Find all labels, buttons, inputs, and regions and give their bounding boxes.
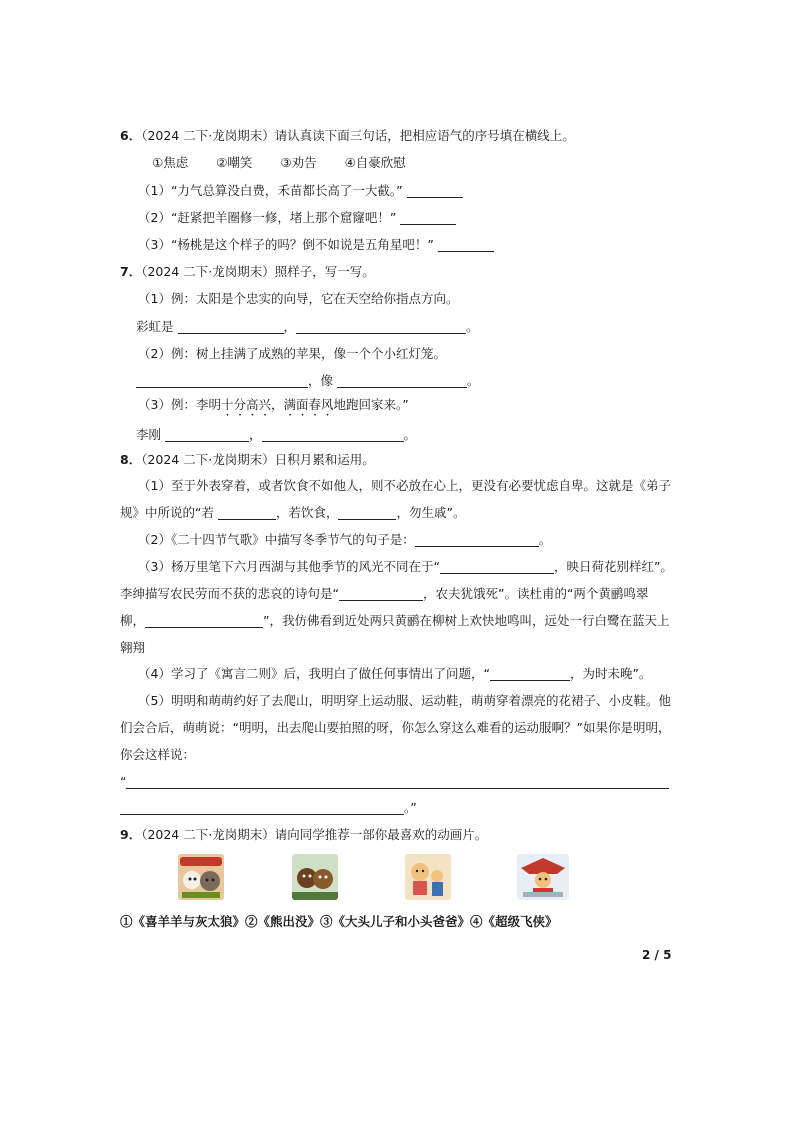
q8-part-3-text-f: ”，我仿佛看到近处两只黄鹂在柳树上欢快地鸣叫，远处一行白鹭在蓝天上 (263, 613, 670, 628)
q7-stem: 照样子，写一写。 (274, 264, 375, 279)
q6-item-3 (138, 236, 494, 254)
q7-answer-1-blank-a[interactable] (178, 319, 284, 334)
q6-number: 6． (120, 128, 142, 143)
q8-part-3-line-2 (120, 585, 648, 603)
q8-header (120, 451, 375, 469)
q6-item-3-text: （3）“杨桃是这个样子的吗？倒不如说是五角星吧！” (138, 237, 434, 252)
q7-example-3-comma: ， (270, 397, 284, 412)
q7-answer-2-period: 。 (467, 373, 480, 388)
q8-part-2-end: 。 (538, 532, 552, 547)
q8-part-5-answer-line-2 (120, 799, 417, 817)
q8-part-3-text-b: ，映日荷花别样红”。 (553, 559, 673, 574)
q7-example-3-end: 地跑回家来。” (333, 397, 409, 412)
q7-example-3-dotted-phrase-2: 满面春风 (283, 397, 334, 412)
q6-answer-2-blank[interactable] (400, 210, 456, 225)
q7-answer-1-period: 。 (466, 319, 479, 334)
q7-answer-3-period: 。 (403, 427, 417, 442)
page-number: 2 / 5 (642, 948, 672, 962)
q6-header (120, 127, 575, 145)
q7-answer-2-mid: ，像 (308, 373, 334, 388)
q6-option-4: ④自豪欣慰 (344, 155, 406, 170)
q8-part-1-text-c: ，勿生戚”。 (396, 505, 466, 520)
q8-part-3-text-c: 李绅描写农民劳而不获的悲哀的诗句是“ (120, 586, 339, 601)
q7-answer-1 (136, 318, 479, 336)
q8-part-2 (138, 531, 551, 549)
q8-part-3-line-4: 翱翔 (120, 640, 146, 655)
q7-source: （2024 二下·龙岗期末） (141, 264, 275, 279)
q6-answer-1-blank[interactable] (407, 183, 463, 198)
q8-stem: 日积月累和运用。 (274, 452, 375, 467)
q7-answer-2-blank-b[interactable] (337, 373, 467, 388)
cartoon-image-4 (517, 854, 569, 900)
q7-answer-1-lead: 彩虹是 (136, 319, 174, 334)
q7-answer-2-blank-a[interactable] (136, 373, 308, 388)
q7-answer-3-comma: ， (249, 427, 262, 442)
cartoon-caption: ①《喜羊羊与灰太狼》②《熊出没》③《大头儿子和小头爸爸》④《超级飞侠》 (120, 914, 558, 929)
q6-item-2-text: （2）“赶紧把羊圈修一修，堵上那个窟窿吧！” (138, 210, 397, 225)
q9-number: 9． (120, 827, 142, 842)
q7-number: 7． (120, 264, 142, 279)
q8-part-2-text: （2）《二十四节气歌》中描写冬季节气的句子是： (138, 532, 415, 547)
q8-part-3-line-3 (120, 612, 670, 630)
q8-part-5-blank-a[interactable] (126, 774, 669, 789)
q7-example-3 (138, 396, 409, 419)
q8-part-1-line-1: （1）至于外表穿着，或者饮食不如他人，则不必放在心上，更没有必要忧虑自卑。这就是《弟子 (138, 478, 671, 493)
q7-example-3-dotted-phrase-1: 十分高兴 (220, 397, 271, 412)
q8-part-1-blank-a[interactable] (218, 505, 276, 520)
q8-part-4-text-b: ，为时未晚”。 (569, 666, 652, 681)
q8-number: 8． (120, 452, 142, 467)
q8-part-5-close-quote: 。” (404, 800, 417, 815)
q8-part-1-text-b: ，若饮食， (275, 505, 339, 520)
q6-item-2 (138, 209, 456, 227)
q6-answer-3-blank[interactable] (438, 237, 494, 252)
q8-part-4-blank[interactable] (490, 666, 570, 681)
q8-part-5-line-1: （5）明明和萌萌约好了去爬山，明明穿上运动服、运动鞋，萌萌穿着漂亮的花裙子、小皮鞋。他 (138, 693, 671, 708)
q6-option-1: ①焦虑 (152, 155, 189, 170)
cartoon-image-3 (405, 854, 451, 900)
q6-item-1 (138, 182, 463, 200)
q7-example-2: （2）例：树上挂满了成熟的苹果，像一个个小红灯笼。 (138, 346, 446, 361)
q6-option-2: ②嘲笑 (216, 155, 253, 170)
q8-part-5-blank-b[interactable] (120, 800, 404, 815)
q7-answer-2 (136, 372, 480, 390)
q8-part-3-blank-a[interactable] (440, 559, 554, 574)
q8-part-4-text-a: （4）学习了《寓言二则》后，我明白了做任何事情出了问题，“ (138, 666, 490, 681)
q7-example-1: （1）例：太阳是个忠实的向导，它在天空给你指点方向。 (138, 291, 459, 306)
q7-answer-3-blank-a[interactable] (165, 427, 249, 442)
q6-stem: 请认真读下面三句话，把相应语气的序号填在横线上。 (274, 128, 575, 143)
q9-source: （2024 二下·龙岗期末） (141, 827, 275, 842)
q6-item-1-text: （1）“力气总算没白费，禾苗都长高了一大截。” (138, 183, 403, 198)
q8-part-3-text-a: （3）杨万里笔下六月西湖与其他季节的风光不同在于“ (138, 559, 440, 574)
q6-option-3: ③劝告 (280, 155, 317, 170)
q8-part-5-open-quote: “ (120, 774, 127, 789)
q8-part-1-line-2 (120, 504, 465, 522)
q7-answer-3-blank-b[interactable] (262, 427, 404, 442)
q7-answer-3 (136, 426, 416, 444)
q7-answer-3-lead: 李刚 (136, 427, 162, 442)
q7-header (120, 263, 375, 281)
q6-options (152, 154, 406, 172)
q8-part-5-answer-line-1 (120, 773, 669, 791)
q8-part-2-blank[interactable] (415, 532, 539, 547)
q8-part-1-text-a: 规》中所说的“若 (120, 505, 214, 520)
q8-source: （2024 二下·龙岗期末） (141, 452, 275, 467)
q8-part-3-text-e: 柳， (120, 613, 146, 628)
q8-part-3-blank-c[interactable] (145, 613, 263, 628)
q7-answer-1-blank-b[interactable] (296, 319, 466, 334)
q7-answer-1-comma: ， (283, 319, 297, 334)
q8-part-3-blank-b[interactable] (339, 586, 423, 601)
q9-header (120, 826, 487, 844)
q7-example-3-start: （3）例：李明 (138, 397, 221, 412)
q6-source: （2024 二下·龙岗期末） (141, 128, 275, 143)
q8-part-1-blank-b[interactable] (338, 505, 396, 520)
q9-stem: 请向同学推荐一部你最喜欢的动画片。 (274, 827, 488, 842)
q8-part-5-line-3: 你会这样说： (120, 747, 196, 762)
q8-part-4 (138, 665, 651, 683)
cartoon-image-1 (178, 854, 224, 900)
q8-part-5-line-2: 们会合后，萌萌说：“明明，出去爬山要拍照的呀，你怎么穿这么难看的运动服啊？”如果你是明明， (120, 720, 671, 735)
q8-part-3-line-1 (138, 558, 673, 576)
q8-part-3-text-d: ，农夫犹饿死”。读杜甫的“两个黄鹂鸣翠 (422, 586, 649, 601)
cartoon-image-2 (292, 854, 338, 900)
